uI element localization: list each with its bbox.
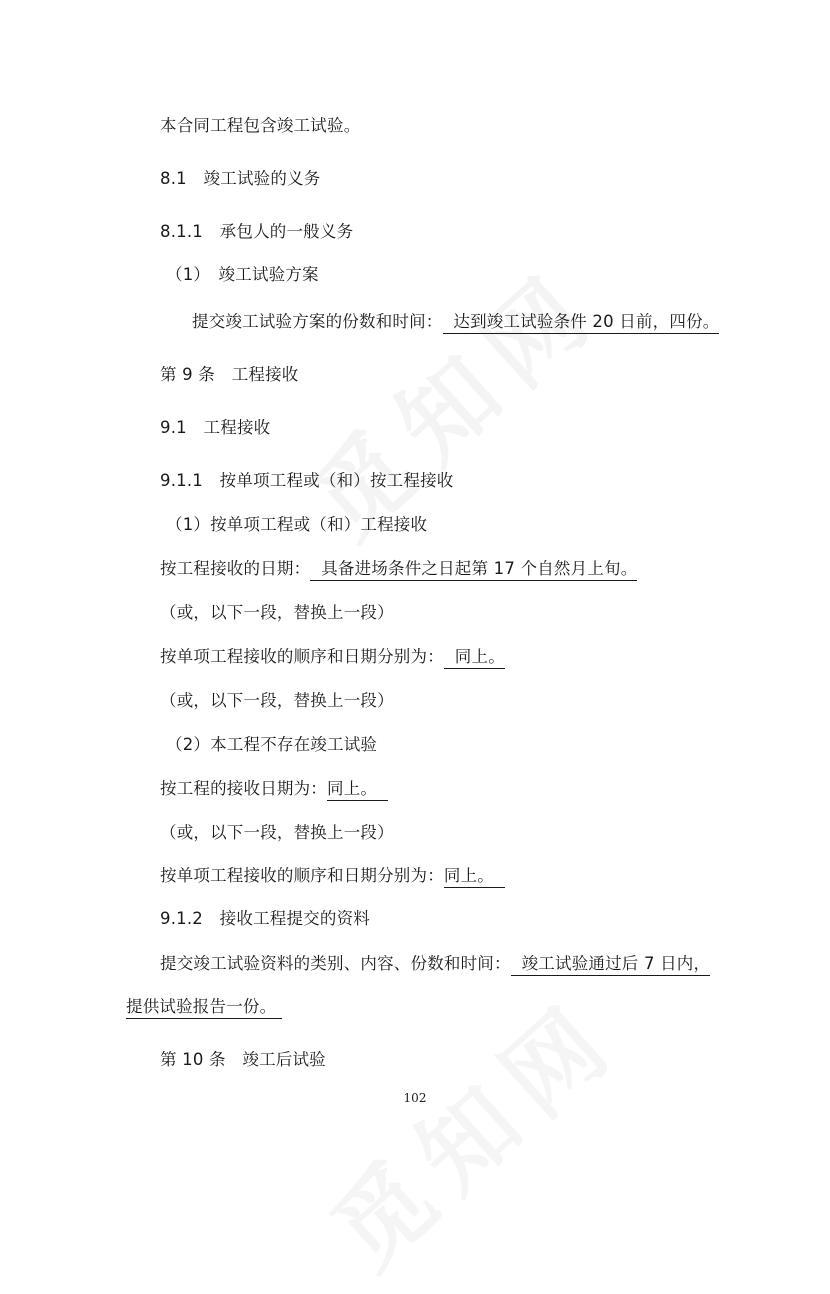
field-label: 提交竣工试验方案的份数和时间： — [192, 312, 443, 331]
paragraph-text: 本合同工程包含竣工试验。 — [160, 116, 361, 135]
paragraph-text: （或，以下一段，替换上一段） — [160, 603, 394, 622]
item-heading: （1） 竣工试验方案 — [166, 265, 319, 284]
field-label: 按单项工程接收的顺序和日期分别为： — [160, 866, 444, 885]
field-value-text: 同上。 — [443, 866, 495, 885]
field-label: 按单项工程接收的顺序和日期分别为： — [160, 647, 444, 666]
field-value-text: 同上。 — [454, 647, 505, 666]
field-value — [511, 954, 710, 976]
fill-in-line — [160, 778, 388, 801]
page-number: 102 — [403, 1091, 427, 1105]
field-value — [443, 312, 720, 334]
subsection-heading: 9.1.2 接收工程提交的资料 — [160, 909, 370, 928]
field-label: 按工程接收的日期： — [160, 559, 311, 578]
field-value-text: 同上。 — [327, 779, 378, 798]
subsection-heading: 9.1.1 按单项工程或（和）按工程接收 — [160, 471, 454, 490]
field-value-text: 达到竣工试验条件 20 日前，四份。 — [453, 312, 720, 331]
fill-in-line — [160, 558, 637, 581]
fill-in-line — [160, 953, 710, 976]
field-value-text: 具备进场条件之日起第 17 个自然月上旬。 — [321, 559, 638, 578]
field-value — [327, 779, 388, 801]
watermark-bottom — [298, 963, 644, 1294]
field-value — [310, 559, 637, 581]
fill-in-line-continued — [126, 996, 282, 1019]
fill-in-line — [160, 865, 505, 888]
field-label: 按工程的接收日期为： — [160, 779, 327, 798]
field-value — [444, 866, 505, 888]
article-heading: 第 10 条 竣工后试验 — [160, 1050, 326, 1069]
paragraph-text: （或，以下一段，替换上一段） — [160, 691, 394, 710]
fill-in-line — [192, 311, 719, 334]
field-value — [444, 647, 505, 669]
item-heading: （2）本工程不存在竣工试验 — [166, 735, 378, 754]
section-heading: 8.1 竣工试验的义务 — [160, 169, 321, 188]
field-value — [126, 997, 282, 1019]
article-heading: 第 9 条 工程接收 — [160, 365, 299, 384]
field-label: 提交竣工试验资料的类别、内容、份数和时间： — [160, 954, 511, 973]
item-heading: （1）按单项工程或（和）工程接收 — [166, 515, 428, 534]
subsection-heading: 8.1.1 承包人的一般义务 — [160, 222, 354, 241]
paragraph-text: （或，以下一段，替换上一段） — [160, 823, 394, 842]
field-value-text: 提供试验报告一份。 — [126, 997, 277, 1016]
section-heading: 9.1 工程接收 — [160, 418, 271, 437]
fill-in-line — [160, 646, 505, 669]
field-value-text: 竣工试验通过后 7 日内， — [521, 954, 711, 973]
